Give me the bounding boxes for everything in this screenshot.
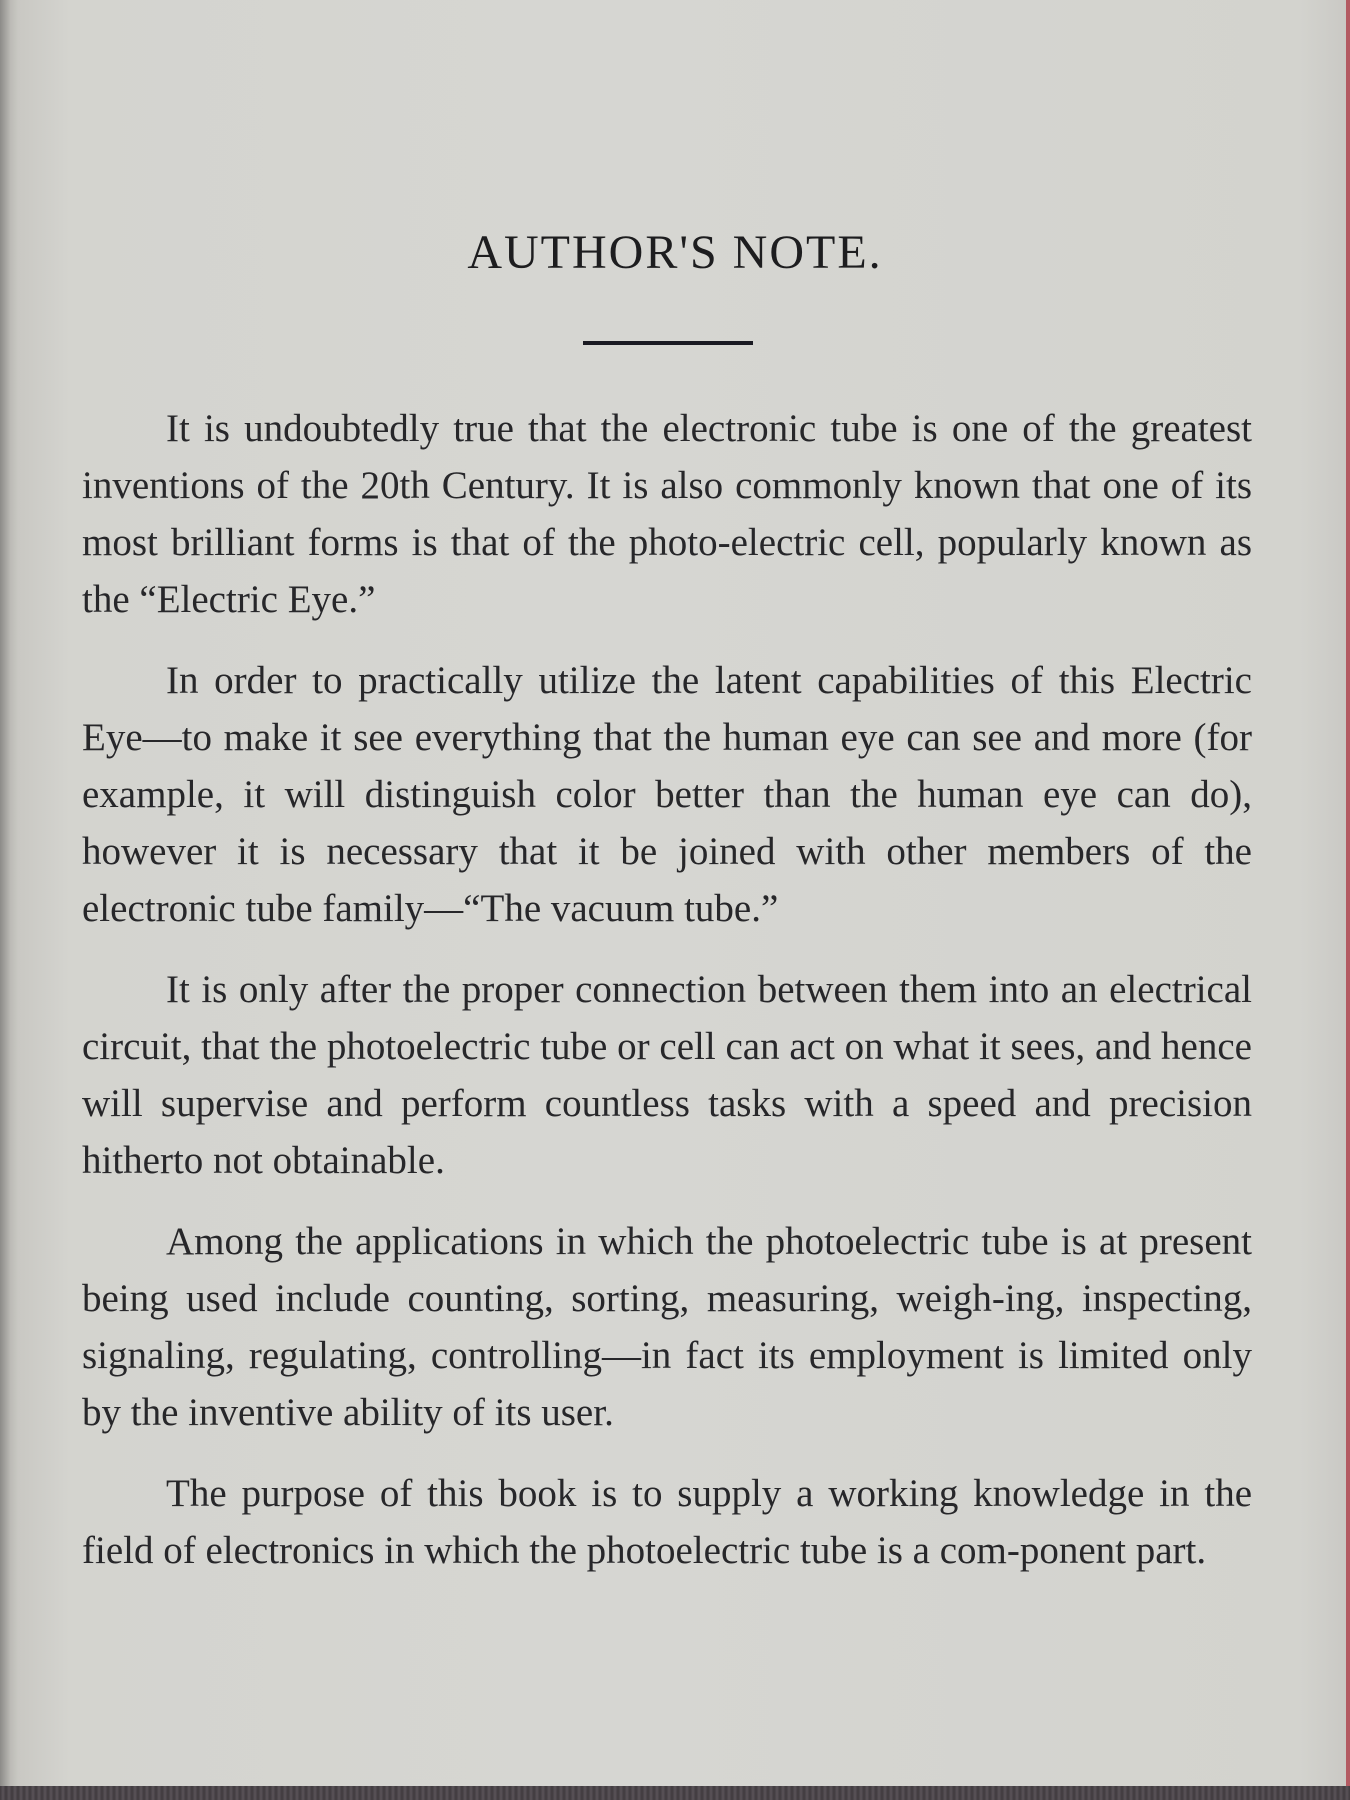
body-text [82, 400, 1252, 1603]
page-title: AUTHOR'S NOTE. [467, 226, 883, 279]
paragraph-2: In order to practically utilize the latent capabilities of this Electric Eye—to make it see everything that the human eye can see and more (for example, it will distinguish color better than the human eye can do), however it is necessary that it be joined with other members of the electronic tube family—“The vacuum tube.” [82, 659, 1252, 930]
paragraph-1: It is undoubtedly true that the electronic tube is one of the greatest inventions of the 20th Century. It is also commonly known that one of its most brilliant forms is that of the photo-electric cell, popularly known as the “Electric Eye.” [82, 407, 1252, 621]
title-rule [583, 341, 753, 345]
paragraph-5: The purpose of this book is to supply a working knowledge in the field of electronics in which the photoelectric tube is a com-ponent part. [82, 1472, 1252, 1572]
paragraph-4: Among the applications in which the photoelectric tube is at present being used include counting, sorting, measuring, weigh-ing, inspecting, signaling, regulating, controlling—in fact its employment is limited only by the inventive ability of its user. [82, 1220, 1252, 1434]
book-cover-cloth [0, 1786, 1350, 1800]
paragraph-3: It is only after the proper connection between them into an electrical circuit, that the photoelectric tube or cell can act on what it sees, and hence will supervise and perform countless tasks with a speed and precision hitherto not obtainable. [82, 968, 1252, 1182]
